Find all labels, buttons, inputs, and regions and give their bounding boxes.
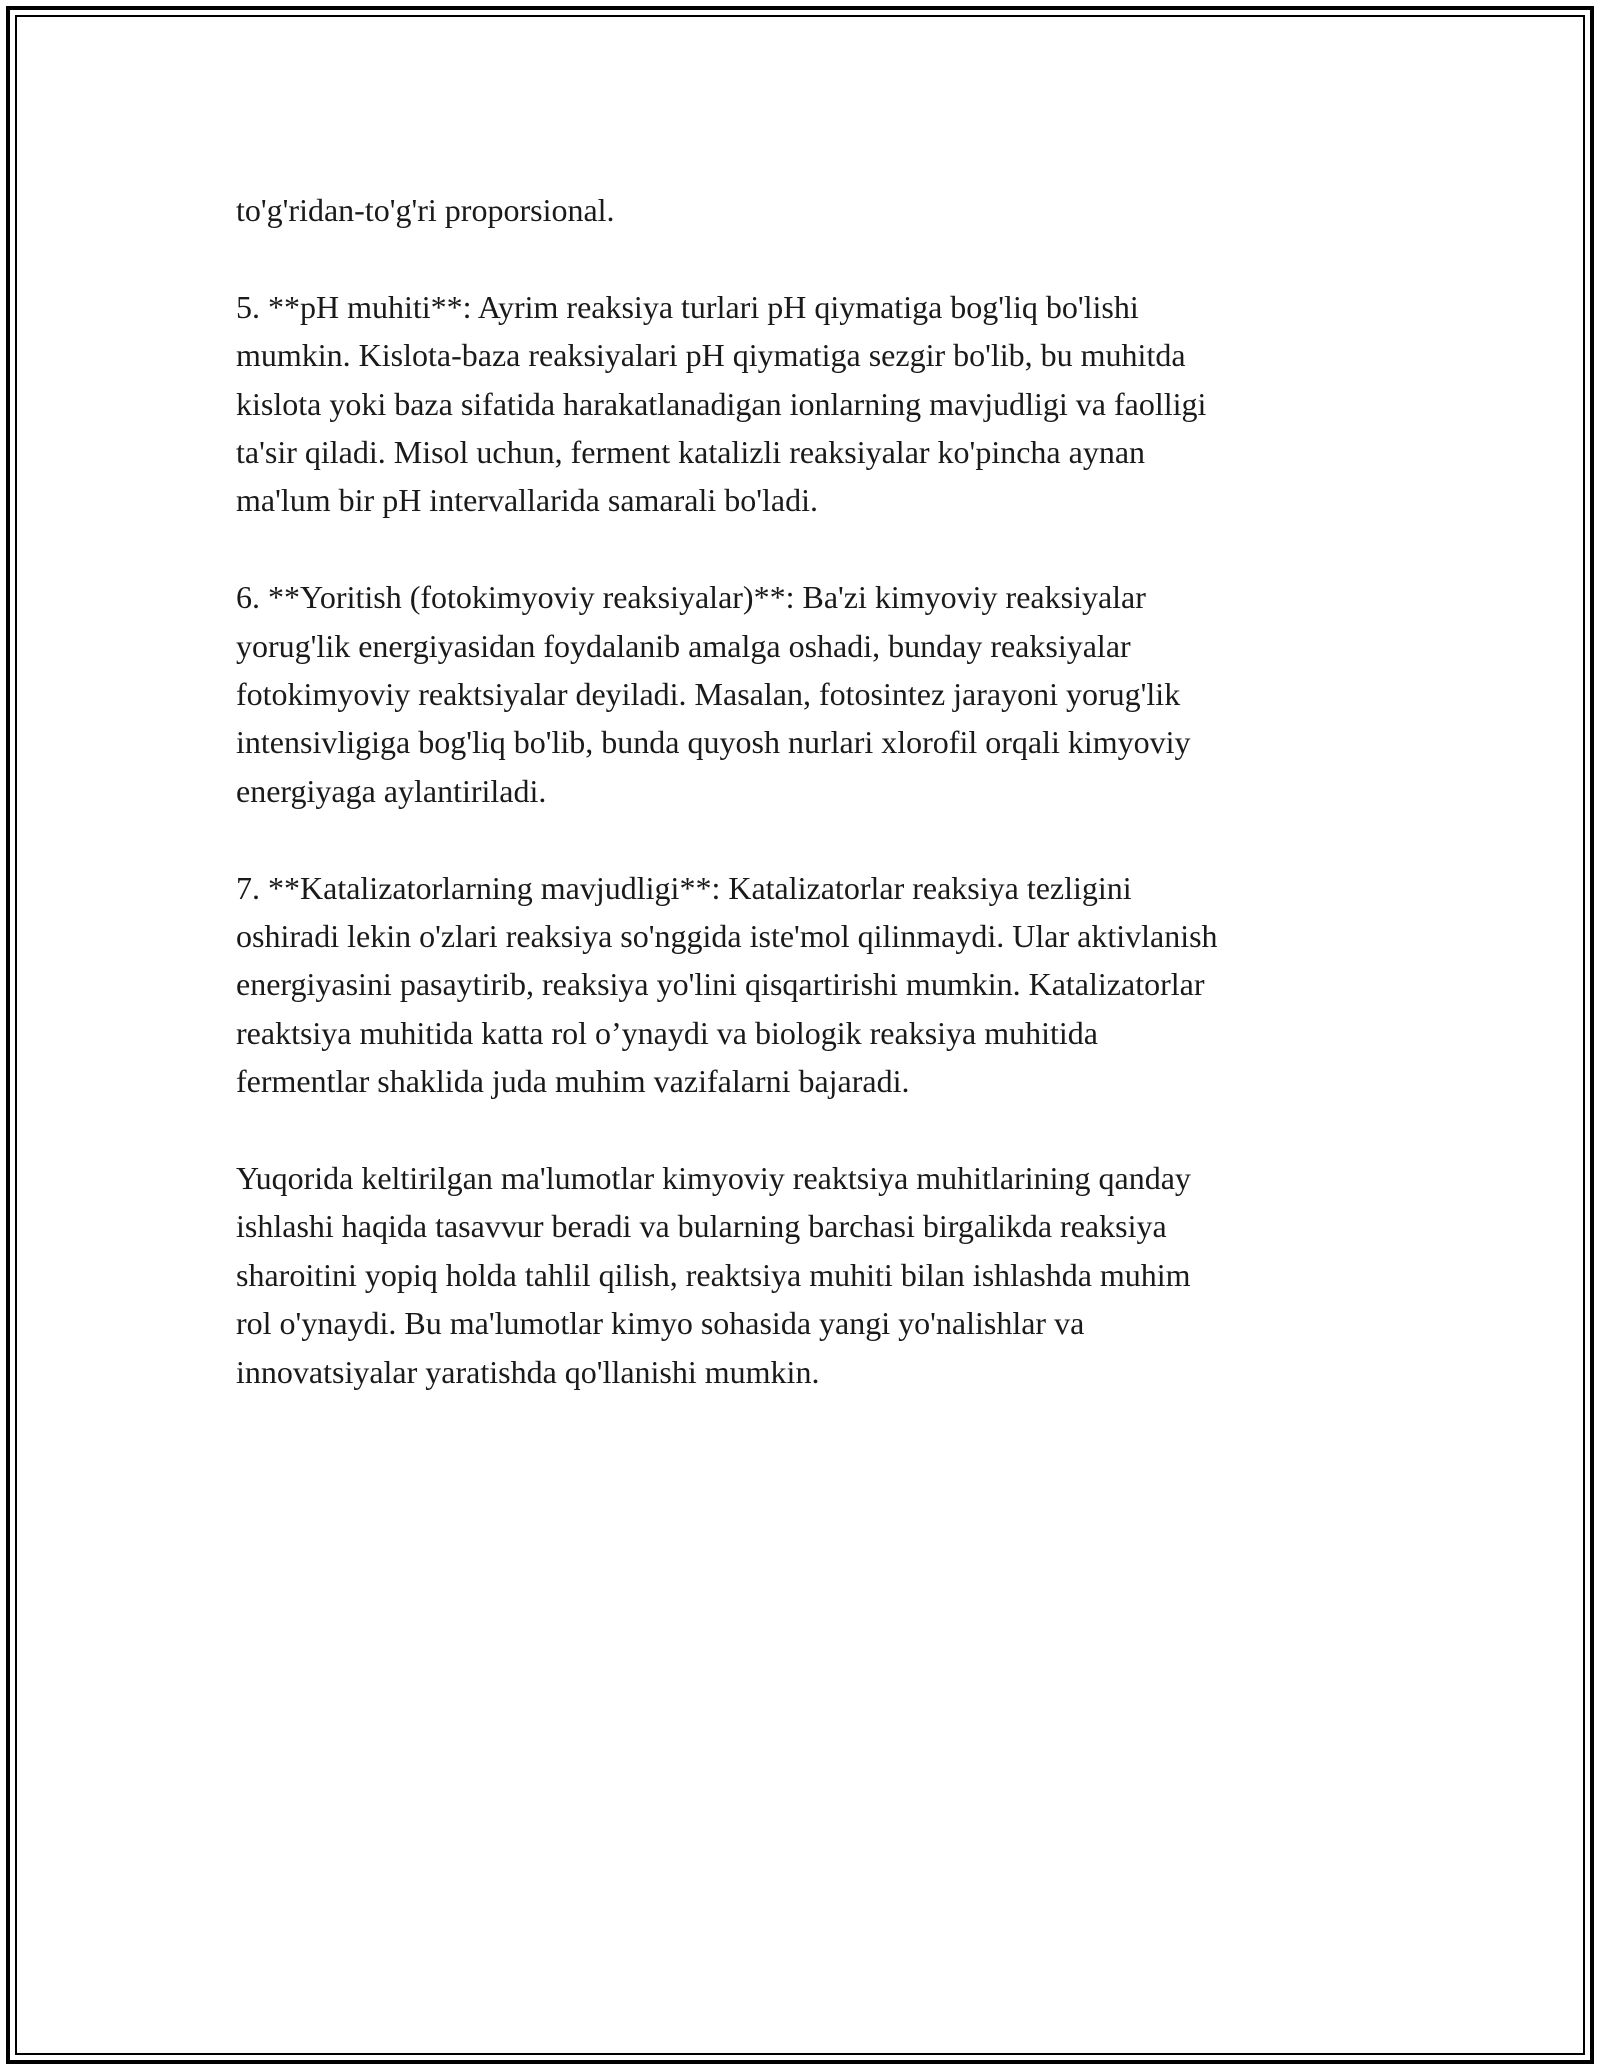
paragraph-continuation: to'g'ridan-to'g'ri proporsional. — [236, 192, 615, 228]
paragraph-conclusion: Yuqorida keltirilgan ma'lumotlar kimyoviy reaktsiya muhitlarining qanday ishlashi haqida tasavvur beradi va bularning barchasi birgalikda reaksiya sharoitini yopiq holda tahlil qilish, reaktsiya muhiti bilan ishlashda muhim rol o'ynaydi. Bu ma'lumotlar kimyo sohasida yangi yo'nalishlar va innovatsiyalar yaratishda qo'llanishi mumkin. — [236, 1160, 1191, 1390]
document-body — [236, 186, 1366, 1444]
paragraph-lighting: 6. **Yoritish (fotokimyoviy reaksiyalar)**: Ba'zi kimyoviy reaksiyalar yorug'lik energiyasidan foydalanib amalga oshadi, bunday reaksiyalar fotokimyoviy reaktsiyalar deyiladi. Masalan, fotosintez jarayoni yorug'lik intensivligiga bog'liq bo'lib, bunda quyosh nurlari xlorofil orqali kimyoviy energiyaga aylantiriladi. — [236, 579, 1191, 809]
paragraph-ph-environment: 5. **pH muhiti**: Ayrim reaksiya turlari pH qiymatiga bog'liq bo'lishi mumkin. Kislota-baza reaksiyalari pH qiymatiga sezgir bo'lib, bu muhitda kislota yoki baza sifatida harakatlanadigan ionlarning mavjudligi va faolligi ta'sir qiladi. Misol uchun, ferment katalizli reaksiyalar ko'pincha aynan ma'lum bir pH intervallarida samarali bo'ladi. — [236, 288, 1207, 519]
paragraph-catalysts: 7. **Katalizatorlarning mavjudligi**: Katalizatorlar reaksiya tezligini oshiradi lekin o'zlari reaksiya so'nggida iste'mol qilinmaydi. Ular aktivlanish energiyasini pasaytirib, reaksiya yo'lini qisqartirishi mumkin. Katalizatorlar reaktsiya muhitida katta rol o’ynaydi va biologik reaksiya muhitida fermentlar shaklida juda muhim vazifalarni bajaradi. — [236, 869, 1218, 1100]
